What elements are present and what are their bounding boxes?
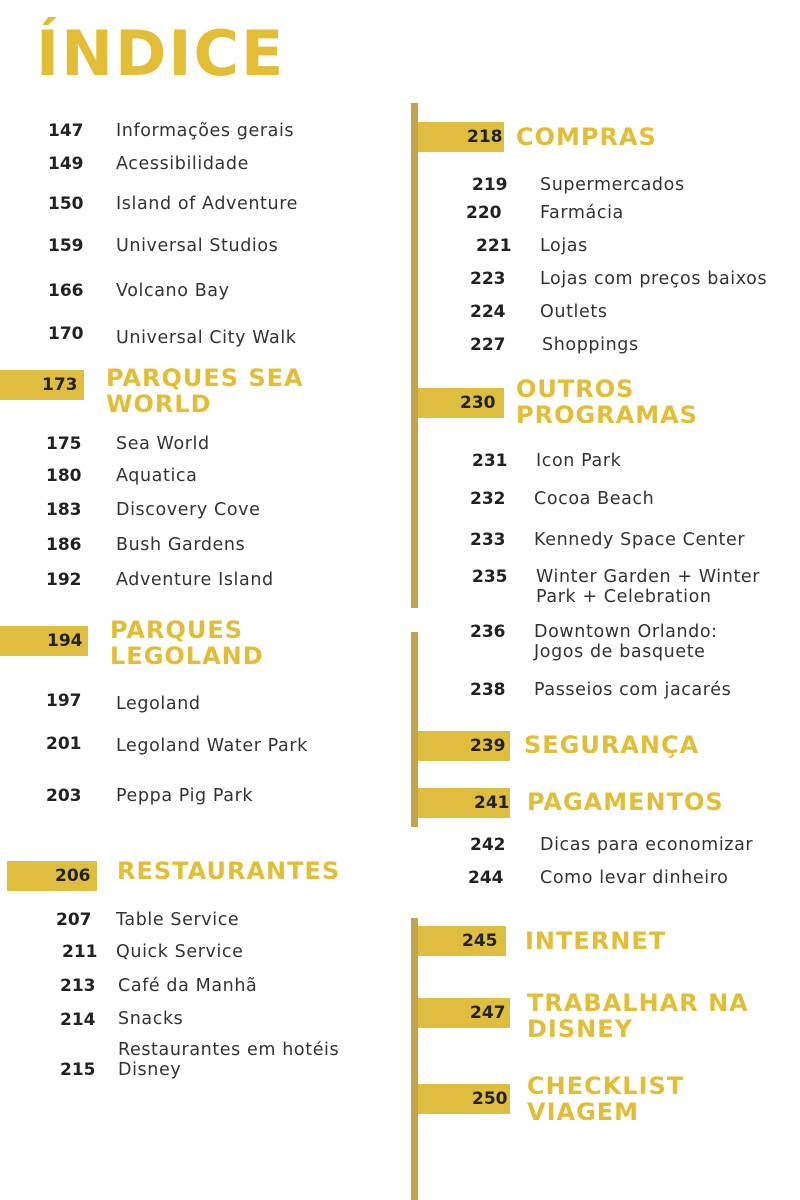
entry-number: 231 [472, 451, 508, 471]
entry-label: Legoland [116, 694, 201, 714]
entry-number: 242 [470, 835, 506, 855]
entry-label: Quick Service [116, 942, 244, 962]
section-title: PAGAMENTOS [527, 788, 724, 816]
section-number: 250 [472, 1089, 508, 1109]
entry-number: 238 [470, 680, 506, 700]
timeline-bar-lower [411, 918, 418, 1200]
entry-number: 203 [46, 786, 82, 806]
entry-label: Outlets [540, 302, 608, 322]
timeline-bar-middle [411, 632, 418, 827]
entry-label: Restaurantes em hotéis Disney [118, 1040, 340, 1080]
entry-label: Passeios com jacarés [534, 680, 732, 700]
entry-label: Icon Park [536, 451, 622, 471]
section-number: 206 [55, 866, 91, 886]
entry-number: 213 [60, 976, 96, 996]
entry-label: Table Service [116, 910, 240, 930]
entry-number: 236 [470, 622, 506, 642]
section-title: TRABALHAR NA DISNEY [527, 989, 749, 1043]
entry-label: Informações gerais [116, 121, 295, 141]
entry-number: 192 [46, 570, 82, 590]
section-title: PARQUES LEGOLAND [110, 616, 264, 670]
section-number: 245 [462, 931, 498, 951]
entry-label: Cocoa Beach [534, 489, 655, 509]
entry-number: 159 [48, 236, 84, 256]
section-number: 173 [42, 375, 78, 395]
section-title: OUTROS PROGRAMAS [516, 375, 698, 429]
section-number: 247 [470, 1003, 506, 1023]
entry-label: Downtown Orlando: Jogos de basquete [534, 622, 718, 662]
entry-number: 147 [48, 121, 84, 141]
entry-number: 197 [46, 691, 82, 711]
entry-number: 201 [46, 734, 82, 754]
entry-number: 183 [46, 500, 82, 520]
entry-label: Bush Gardens [116, 535, 246, 555]
entry-label: Adventure Island [116, 570, 274, 590]
section-title: COMPRAS [516, 123, 657, 151]
entry-number: 170 [48, 324, 84, 344]
entry-number: 235 [472, 567, 508, 587]
entry-label: Legoland Water Park [116, 736, 308, 756]
entry-label: Peppa Pig Park [116, 786, 254, 806]
entry-number: 227 [470, 335, 506, 355]
entry-number: 149 [48, 154, 84, 174]
entry-number: 186 [46, 535, 82, 555]
entry-label: Universal City Walk [116, 328, 297, 348]
entry-label: Lojas [540, 236, 588, 256]
entry-label: Winter Garden + Winter Park + Celebration [536, 567, 761, 607]
section-number: 194 [47, 631, 83, 651]
entry-number: 150 [48, 194, 84, 214]
section-title: PARQUES SEA WORLD [106, 364, 304, 418]
entry-number: 233 [470, 530, 506, 550]
section-title: RESTAURANTES [117, 857, 341, 885]
entry-label: Kennedy Space Center [534, 530, 746, 550]
entry-label: Aquatica [116, 466, 198, 486]
page-title: ÍNDICE [36, 17, 286, 90]
section-title: SEGURANÇA [524, 731, 700, 759]
entry-number: 223 [470, 269, 506, 289]
entry-number: 221 [476, 236, 512, 256]
entry-number: 219 [472, 175, 508, 195]
section-number: 230 [460, 393, 496, 413]
entry-label: Snacks [118, 1009, 184, 1029]
entry-number: 215 [60, 1060, 96, 1080]
entry-label: Sea World [116, 434, 210, 454]
entry-label: Como levar dinheiro [540, 868, 729, 888]
section-number: 241 [474, 793, 510, 813]
entry-number: 211 [62, 942, 98, 962]
section-title: INTERNET [525, 927, 667, 955]
entry-number: 214 [60, 1010, 96, 1030]
entry-label: Acessibilidade [116, 154, 249, 174]
entry-number: 166 [48, 281, 84, 301]
entry-label: Farmácia [540, 203, 624, 223]
section-number: 218 [467, 127, 503, 147]
entry-number: 232 [470, 489, 506, 509]
entry-label: Universal Studios [116, 236, 279, 256]
entry-label: Discovery Cove [116, 500, 261, 520]
entry-label: Café da Manhã [118, 976, 258, 996]
entry-number: 207 [56, 910, 92, 930]
entry-number: 180 [46, 466, 82, 486]
timeline-bar-upper [411, 103, 418, 608]
entry-label: Volcano Bay [116, 281, 230, 301]
entry-label: Shoppings [542, 335, 639, 355]
section-number: 239 [470, 736, 506, 756]
entry-label: Lojas com preços baixos [540, 269, 768, 289]
entry-number: 175 [46, 434, 82, 454]
entry-number: 244 [468, 868, 504, 888]
entry-label: Island of Adventure [116, 194, 298, 214]
entry-label: Dicas para economizar [540, 835, 754, 855]
entry-number: 224 [470, 302, 506, 322]
entry-label: Supermercados [540, 175, 685, 195]
section-title: CHECKLIST VIAGEM [527, 1072, 685, 1126]
entry-number: 220 [466, 203, 502, 223]
